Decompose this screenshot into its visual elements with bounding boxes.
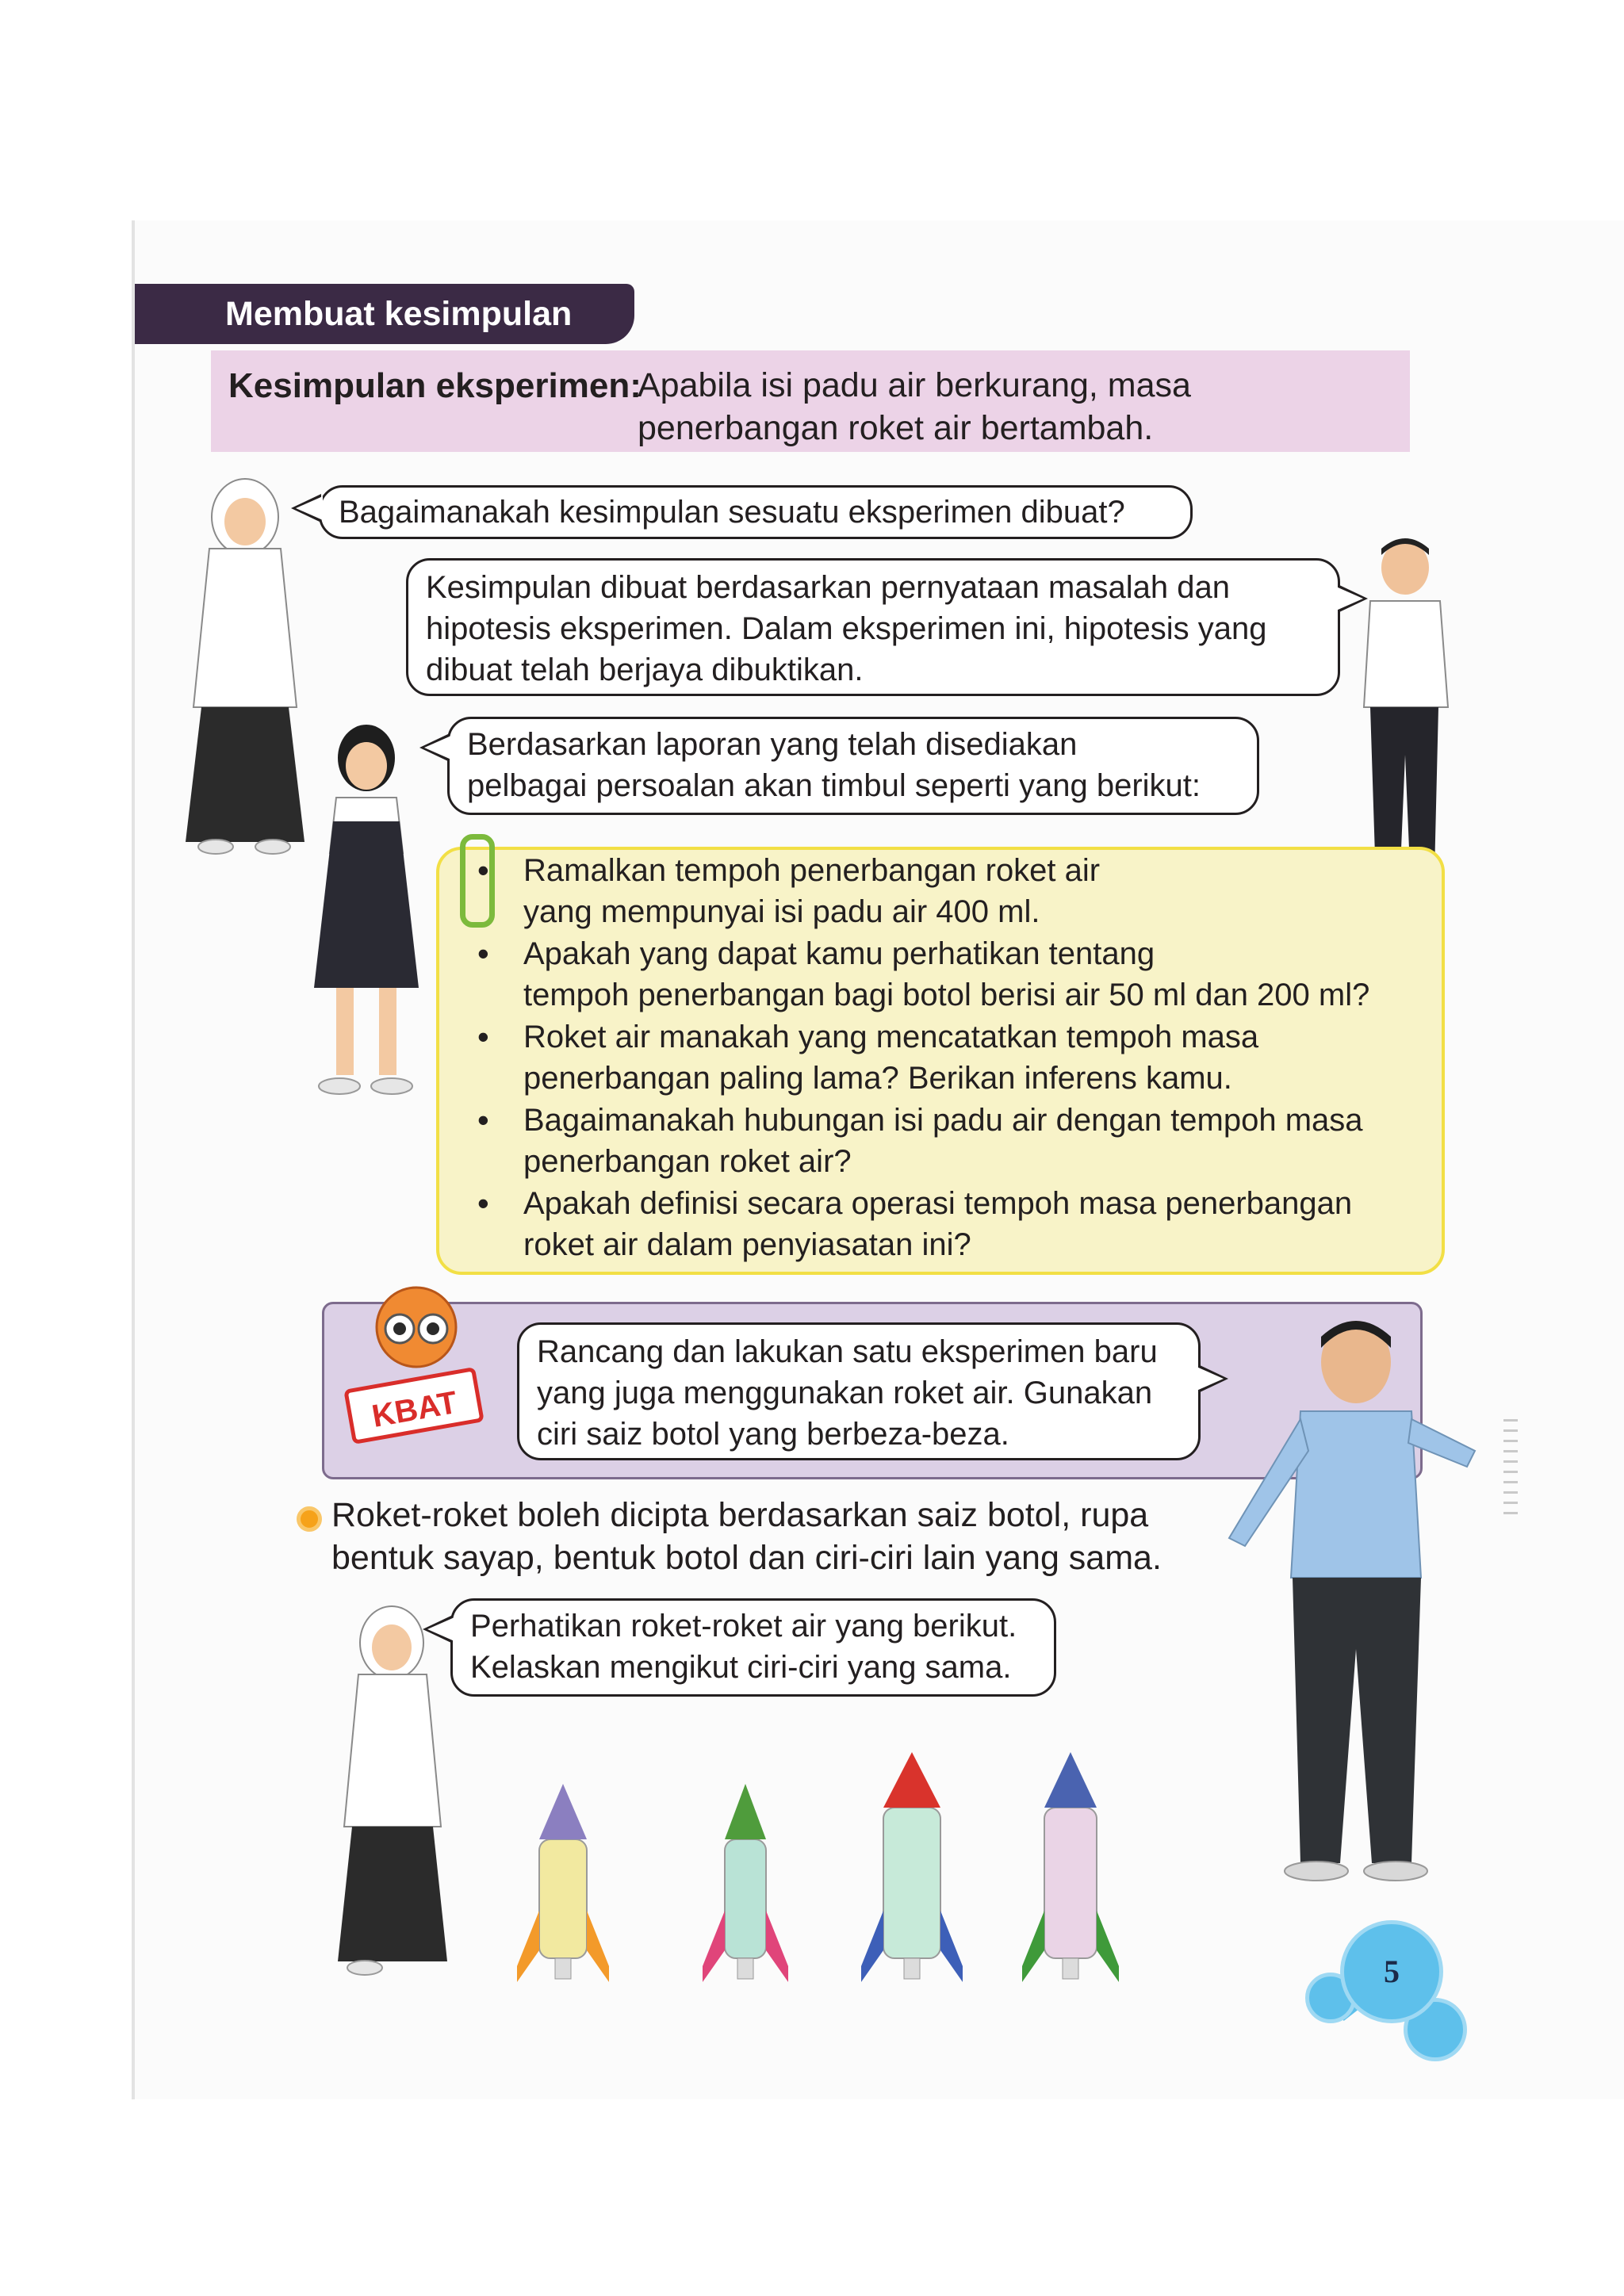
kbat-line-2: yang juga menggunakan roket air. Gunakan — [537, 1376, 1153, 1410]
conclusion-line-1: Apabila isi padu air berkurang, masa — [638, 366, 1191, 404]
question-line: penerbangan paling lama? Berikan inferens kamu. — [523, 1061, 1232, 1096]
rocket-body — [539, 1839, 587, 1958]
rocket-fin — [861, 1911, 883, 1982]
rocket-fin — [517, 1911, 539, 1982]
question-line: • Roket air manakah yang mencatatkan tempoh masa — [523, 1020, 1259, 1054]
list-item — [471, 1183, 1438, 1265]
kbat-badge: KBAT — [343, 1367, 485, 1445]
question-list — [471, 850, 1438, 1266]
kbat-line-1: Rancang dan lakukan satu eksperimen baru — [537, 1334, 1158, 1369]
speech-bubble-intro — [447, 717, 1259, 815]
speech-bubble-observe — [450, 1598, 1056, 1697]
observe-line-2: Kelaskan mengikut ciri-ciri yang sama. — [470, 1650, 1012, 1685]
rocket-cap — [737, 1958, 753, 1979]
observe-line-1: Perhatikan roket-roket air yang berikut. — [470, 1609, 1017, 1644]
rocket-note-line-2: bentuk sayap, bentuk botol dan ciri-ciri lain yang sama. — [331, 1539, 1162, 1577]
conclusion-label: Kesimpulan eksperimen: — [228, 366, 642, 405]
rocket-body — [725, 1839, 766, 1958]
kbat-line-3: ciri saiz botol yang berbeza-beza. — [537, 1417, 1009, 1452]
rocket-note-line-1: Roket-roket boleh dicipta berdasarkan saiz botol, rupa — [331, 1496, 1149, 1534]
intro-line-1: Berdasarkan laporan yang telah disediakan — [467, 727, 1078, 762]
rocket — [1022, 1752, 1119, 1982]
water-rockets — [508, 1712, 1126, 1982]
question-line: roket air dalam penyiasatan ini? — [523, 1227, 971, 1262]
student-girl-hijab-illustration — [178, 469, 312, 858]
rocket-cap — [904, 1958, 920, 1979]
question-line: tempoh penerbangan bagi botol berisi air 50 ml dan 200 ml? — [523, 978, 1370, 1012]
page-number: 5 — [1340, 1920, 1443, 2023]
rocket-fin — [766, 1911, 788, 1982]
rocket-nose — [883, 1752, 940, 1808]
bullet-icon — [297, 1506, 322, 1532]
list-item — [471, 933, 1438, 1016]
rocket-cap — [555, 1958, 571, 1979]
rocket-body — [883, 1808, 940, 1958]
rocket — [517, 1784, 609, 1982]
robot-mascot-icon — [365, 1280, 468, 1383]
rocket-nose — [539, 1784, 587, 1839]
section-header — [135, 284, 634, 344]
rocket-cap — [1063, 1958, 1078, 1979]
rocket-note — [331, 1494, 1162, 1579]
question-line: penerbangan roket air? — [523, 1144, 852, 1179]
rocket-fin — [1097, 1911, 1119, 1982]
teacher-illustration — [1213, 1316, 1499, 1887]
section-title: Membuat kesimpulan — [225, 295, 573, 333]
rocket-nose — [725, 1784, 766, 1839]
question-line: • Apakah definisi secara operasi tempoh masa penerbangan — [523, 1186, 1353, 1221]
question-line: • Ramalkan tempoh penerbangan roket air — [523, 853, 1101, 888]
question-line: • Apakah yang dapat kamu perhatikan tentang — [523, 936, 1155, 971]
list-item — [471, 850, 1438, 932]
list-item — [471, 1100, 1438, 1182]
rocket — [861, 1752, 963, 1982]
intro-line-2: pelbagai persoalan akan timbul seperti yang berikut: — [467, 768, 1201, 803]
bubble-text: Bagaimanakah kesimpulan sesuatu eksperimen dibuat? — [339, 495, 1125, 530]
rocket — [703, 1784, 788, 1982]
list-item — [471, 1016, 1438, 1099]
conclusion-line-2: penerbangan roket air bertambah. — [638, 409, 1154, 447]
question-line: • Bagaimanakah hubungan isi padu air dengan tempoh masa — [523, 1103, 1363, 1138]
student-girl-hijab-illustration-2 — [328, 1597, 463, 1985]
rocket-fin — [1022, 1911, 1044, 1982]
speech-bubble-kbat — [517, 1322, 1201, 1460]
student-girl-illustration — [300, 718, 435, 1107]
speech-bubble-question — [319, 485, 1193, 539]
rocket-fin — [940, 1911, 963, 1982]
answer-line-3: dibuat telah berjaya dibuktikan. — [426, 652, 864, 687]
rocket-fin — [587, 1911, 609, 1982]
rocket-nose — [1044, 1752, 1097, 1808]
speech-bubble-answer — [406, 558, 1340, 696]
page-edge-ticks — [1503, 1419, 1518, 1514]
rocket-body — [1044, 1808, 1097, 1958]
question-line: yang mempunyai isi padu air 400 ml. — [523, 894, 1040, 929]
answer-line-1: Kesimpulan dibuat berdasarkan pernyataan masalah dan — [426, 570, 1231, 605]
answer-line-2: hipotesis eksperimen. Dalam eksperimen ini, hipotesis yang — [426, 611, 1267, 646]
rocket-fin — [703, 1911, 725, 1982]
